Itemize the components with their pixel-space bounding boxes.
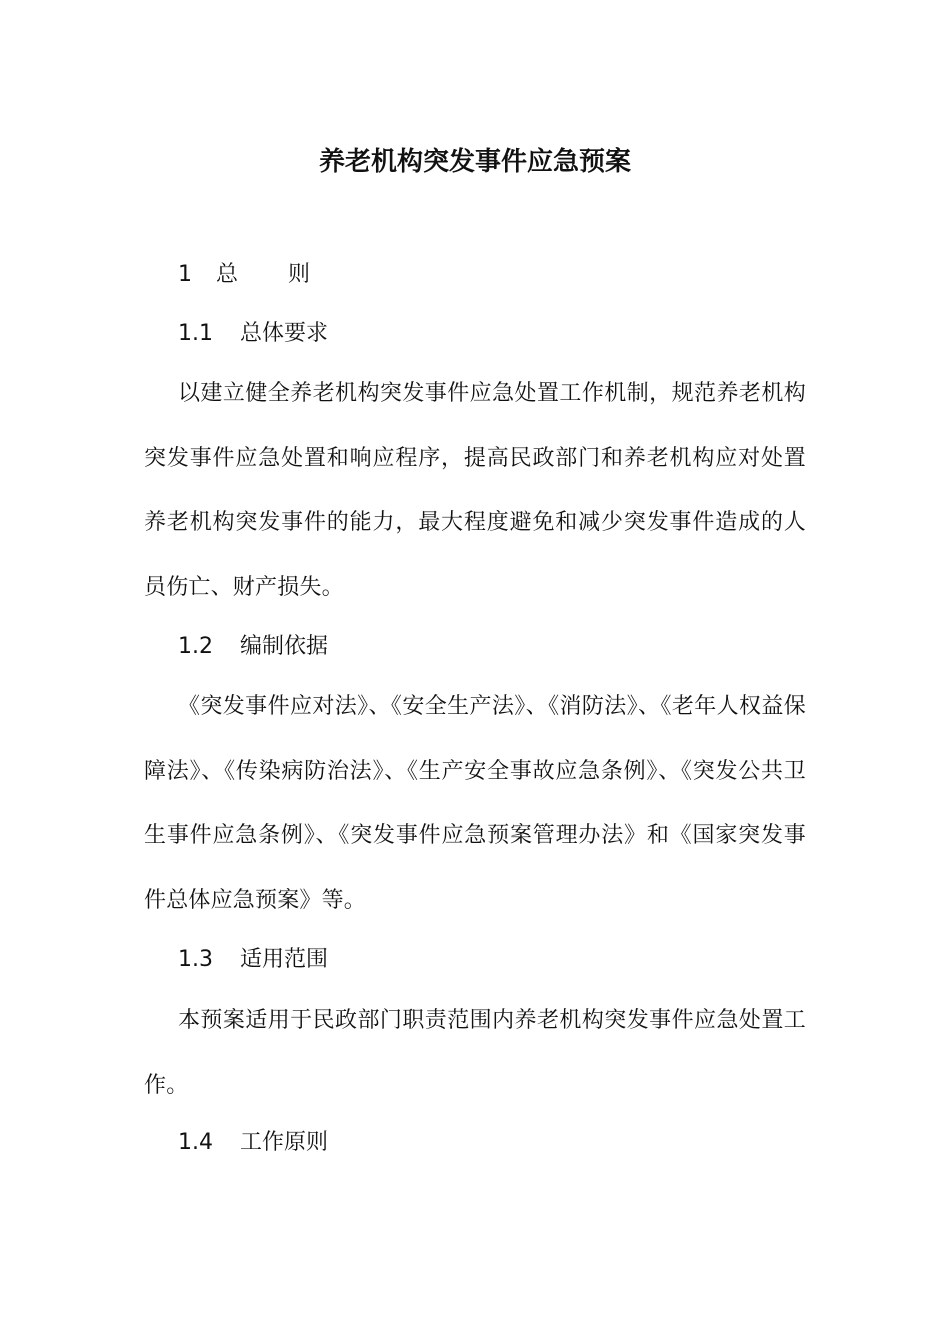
section-number: 1.4 [178,1130,213,1155]
section-heading-1-2 [178,632,328,662]
section-number: 1.1 [178,321,213,346]
section-title: 编制依据 [240,634,329,659]
section-title: 总则 [216,262,361,287]
section-number: 1 [178,262,192,287]
section-heading-1-4 [178,1128,328,1158]
paragraph-general-requirements: 以建立健全养老机构突发事件应急处置工作机制，规范养老机构突发事件应急处置和响应程序，提高民政部门和养老机构应对处置养老机构突发事件的能力，最大程度避免和减少突发事件造成的人员伤亡、财产损失。 [144,381,806,600]
section-heading-1 [178,260,360,290]
section-title: 总体要求 [240,321,329,346]
paragraph-scope: 本预案适用于民政部门职责范围内养老机构突发事件应急处置工作。 [144,1008,806,1098]
section-number: 1.3 [178,947,213,972]
section-heading-1-3 [178,945,328,975]
section-number: 1.2 [178,634,213,659]
section-title: 工作原则 [240,1130,329,1155]
document-title: 养老机构突发事件应急预案 [318,147,631,177]
section-heading-1-1 [178,319,328,349]
paragraph-compilation-basis: 《突发事件应对法》、《安全生产法》、《消防法》、《老年人权益保障法》、《传染病防治法》、《生产安全事故应急条例》、《突发公共卫生事件应急条例》、《突发事件应急预案管理办法》和《国家突发事件总体应急预案》等。 [144,694,806,913]
section-title: 适用范围 [240,947,329,972]
